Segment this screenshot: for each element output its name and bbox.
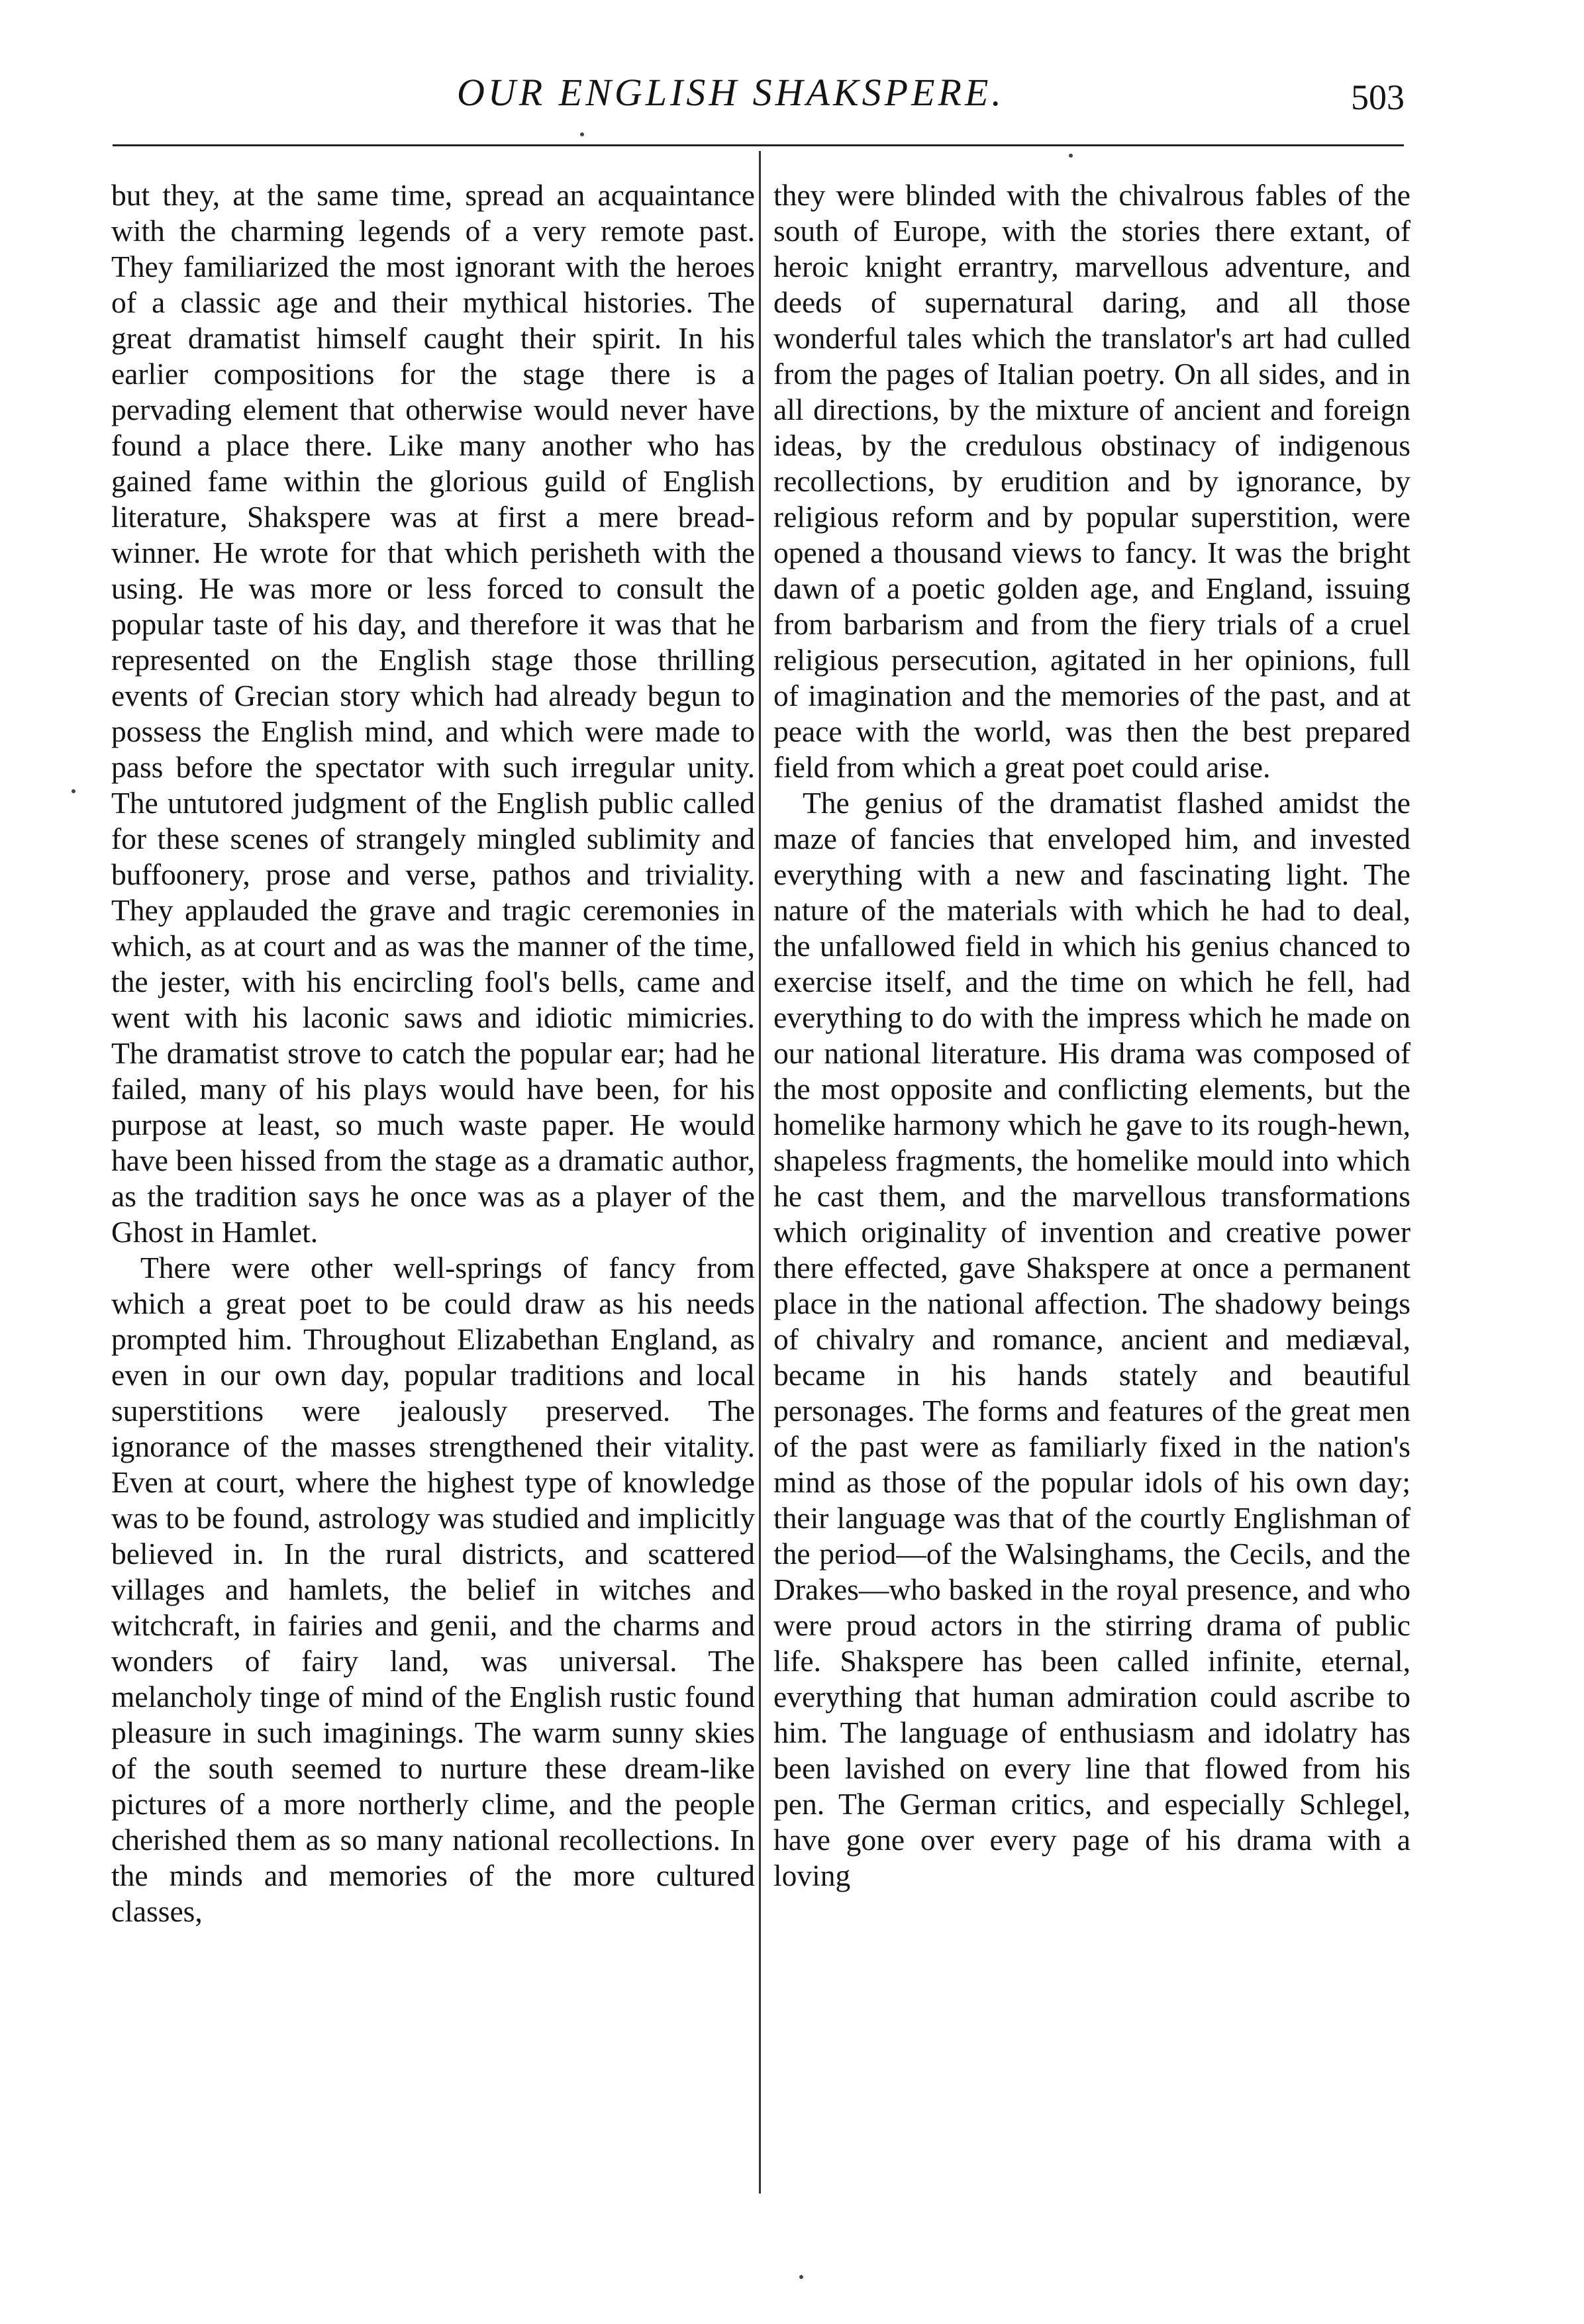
print-speck	[580, 132, 584, 136]
left-column	[111, 177, 755, 1929]
header-rule	[113, 144, 1404, 146]
column-divider	[759, 151, 761, 2194]
print-speck	[1069, 154, 1073, 158]
print-speck	[799, 2275, 803, 2279]
right-column	[773, 177, 1411, 1894]
page-number: 503	[1351, 77, 1405, 117]
page-title: OUR ENGLISH SHAKSPERE.	[457, 71, 1005, 114]
running-head	[0, 66, 1584, 126]
paragraph: but they, at the same time, spread an acquaintance with the charming legends of a very remote past. They familiarized the most ignorant with the heroes of a classic age and their mythical histories. The great dramatist himself caught their spirit. In his earlier compositions for the stage there is a pervading element that otherwise would never have found a place there. Like many another who has gained fame within the glorious guild of English literature, Shakspere was at first a mere bread-winner. He wrote for that which perisheth with the using. He was more or less forced to consult the popular taste of his day, and therefore it was that he represented on the English stage those thrilling events of Grecian story which had already begun to possess the English mind, and which were made to pass before the spectator with such irregular unity. The untutored judgment of the English public called for these scenes of strangely mingled sublimity and buffoonery, prose and verse, pathos and triviality. They applauded the grave and tragic ceremonies in which, as at court and as was the manner of the time, the jester, with his encircling fool's bells, came and went with his laconic saws and idiotic mimicries. The dramatist strove to catch the popular ear; had he failed, many of his plays would have been, for his purpose at least, so much waste paper. He would have been hissed from the stage as a dramatic author, as the tradition says he once was as a player of the Ghost in Hamlet.	[111, 178, 755, 1249]
paragraph: they were blinded with the chivalrous fables of the south of Europe, with the stories there extant, of heroic knight errantry, marvellous adventure, and deeds of supernatural daring, and all those wonderful tales which the translator's art had culled from the pages of Italian poetry. On all sides, and in all directions, by the mixture of ancient and foreign ideas, by the credulous obstinacy of indigenous recollections, by erudition and by ignorance, by religious reform and by popular superstition, were opened a thousand views to fancy. It was the bright dawn of a poetic golden age, and England, issuing from barbarism and from the fiery trials of a cruel religious persecution, agitated in her opinions, full of imagination and the memories of the past, and at peace with the world, was then the best prepared field from which a great poet could arise.	[773, 178, 1411, 784]
paragraph: There were other well-springs of fancy from which a great poet to be could draw as his needs prompted him. Throughout Elizabethan England, as even in our own day, popular traditions and local superstitions were jealously preserved. The ignorance of the masses strengthened their vitality. Even at court, where the highest type of knowledge was to be found, astrology was studied and implicitly believed in. In the rural districts, and scattered villages and hamlets, the belief in witches and witchcraft, in fairies and genii, and the charms and wonders of fairy land, was universal. The melancholy tinge of mind of the English rustic found pleasure in such imaginings. The warm sunny skies of the south seemed to nurture these dream-like pictures of a more northerly clime, and the people cherished them as so many national recollections. In the minds and memories of the more cultured classes,	[111, 1251, 755, 1928]
print-speck	[72, 789, 75, 793]
paragraph: The genius of the dramatist flashed amidst the maze of fancies that enveloped him, and invested everything with a new and fascinating light. The nature of the materials with which he had to deal, the unfallowed field in which his genius chanced to exercise itself, and the time on which he fell, had everything to do with the impress which he made on our national literature. His drama was composed of the most opposite and conflicting elements, but the homelike harmony which he gave to its rough-hewn, shapeless fragments, the homelike mould into which he cast them, and the marvellous transformations which originality of invention and creative power there effected, gave Shakspere at once a permanent place in the national affection. The shadowy beings of chivalry and romance, ancient and mediæval, became in his hands stately and beautiful personages. The forms and features of the great men of the past were as familiarly fixed in the nation's mind as those of the popular idols of his own day; their language was that of the courtly Englishman of the period—of the Walsinghams, the Cecils, and the Drakes—who basked in the royal presence, and who were proud actors in the stirring drama of public life. Shakspere has been called infinite, eternal, everything that human admiration could ascribe to him. The language of enthusiasm and idolatry has been lavished on every line that flowed from his pen. The German critics, and especially Schlegel, have gone over every page of his drama with a loving	[773, 786, 1411, 1892]
